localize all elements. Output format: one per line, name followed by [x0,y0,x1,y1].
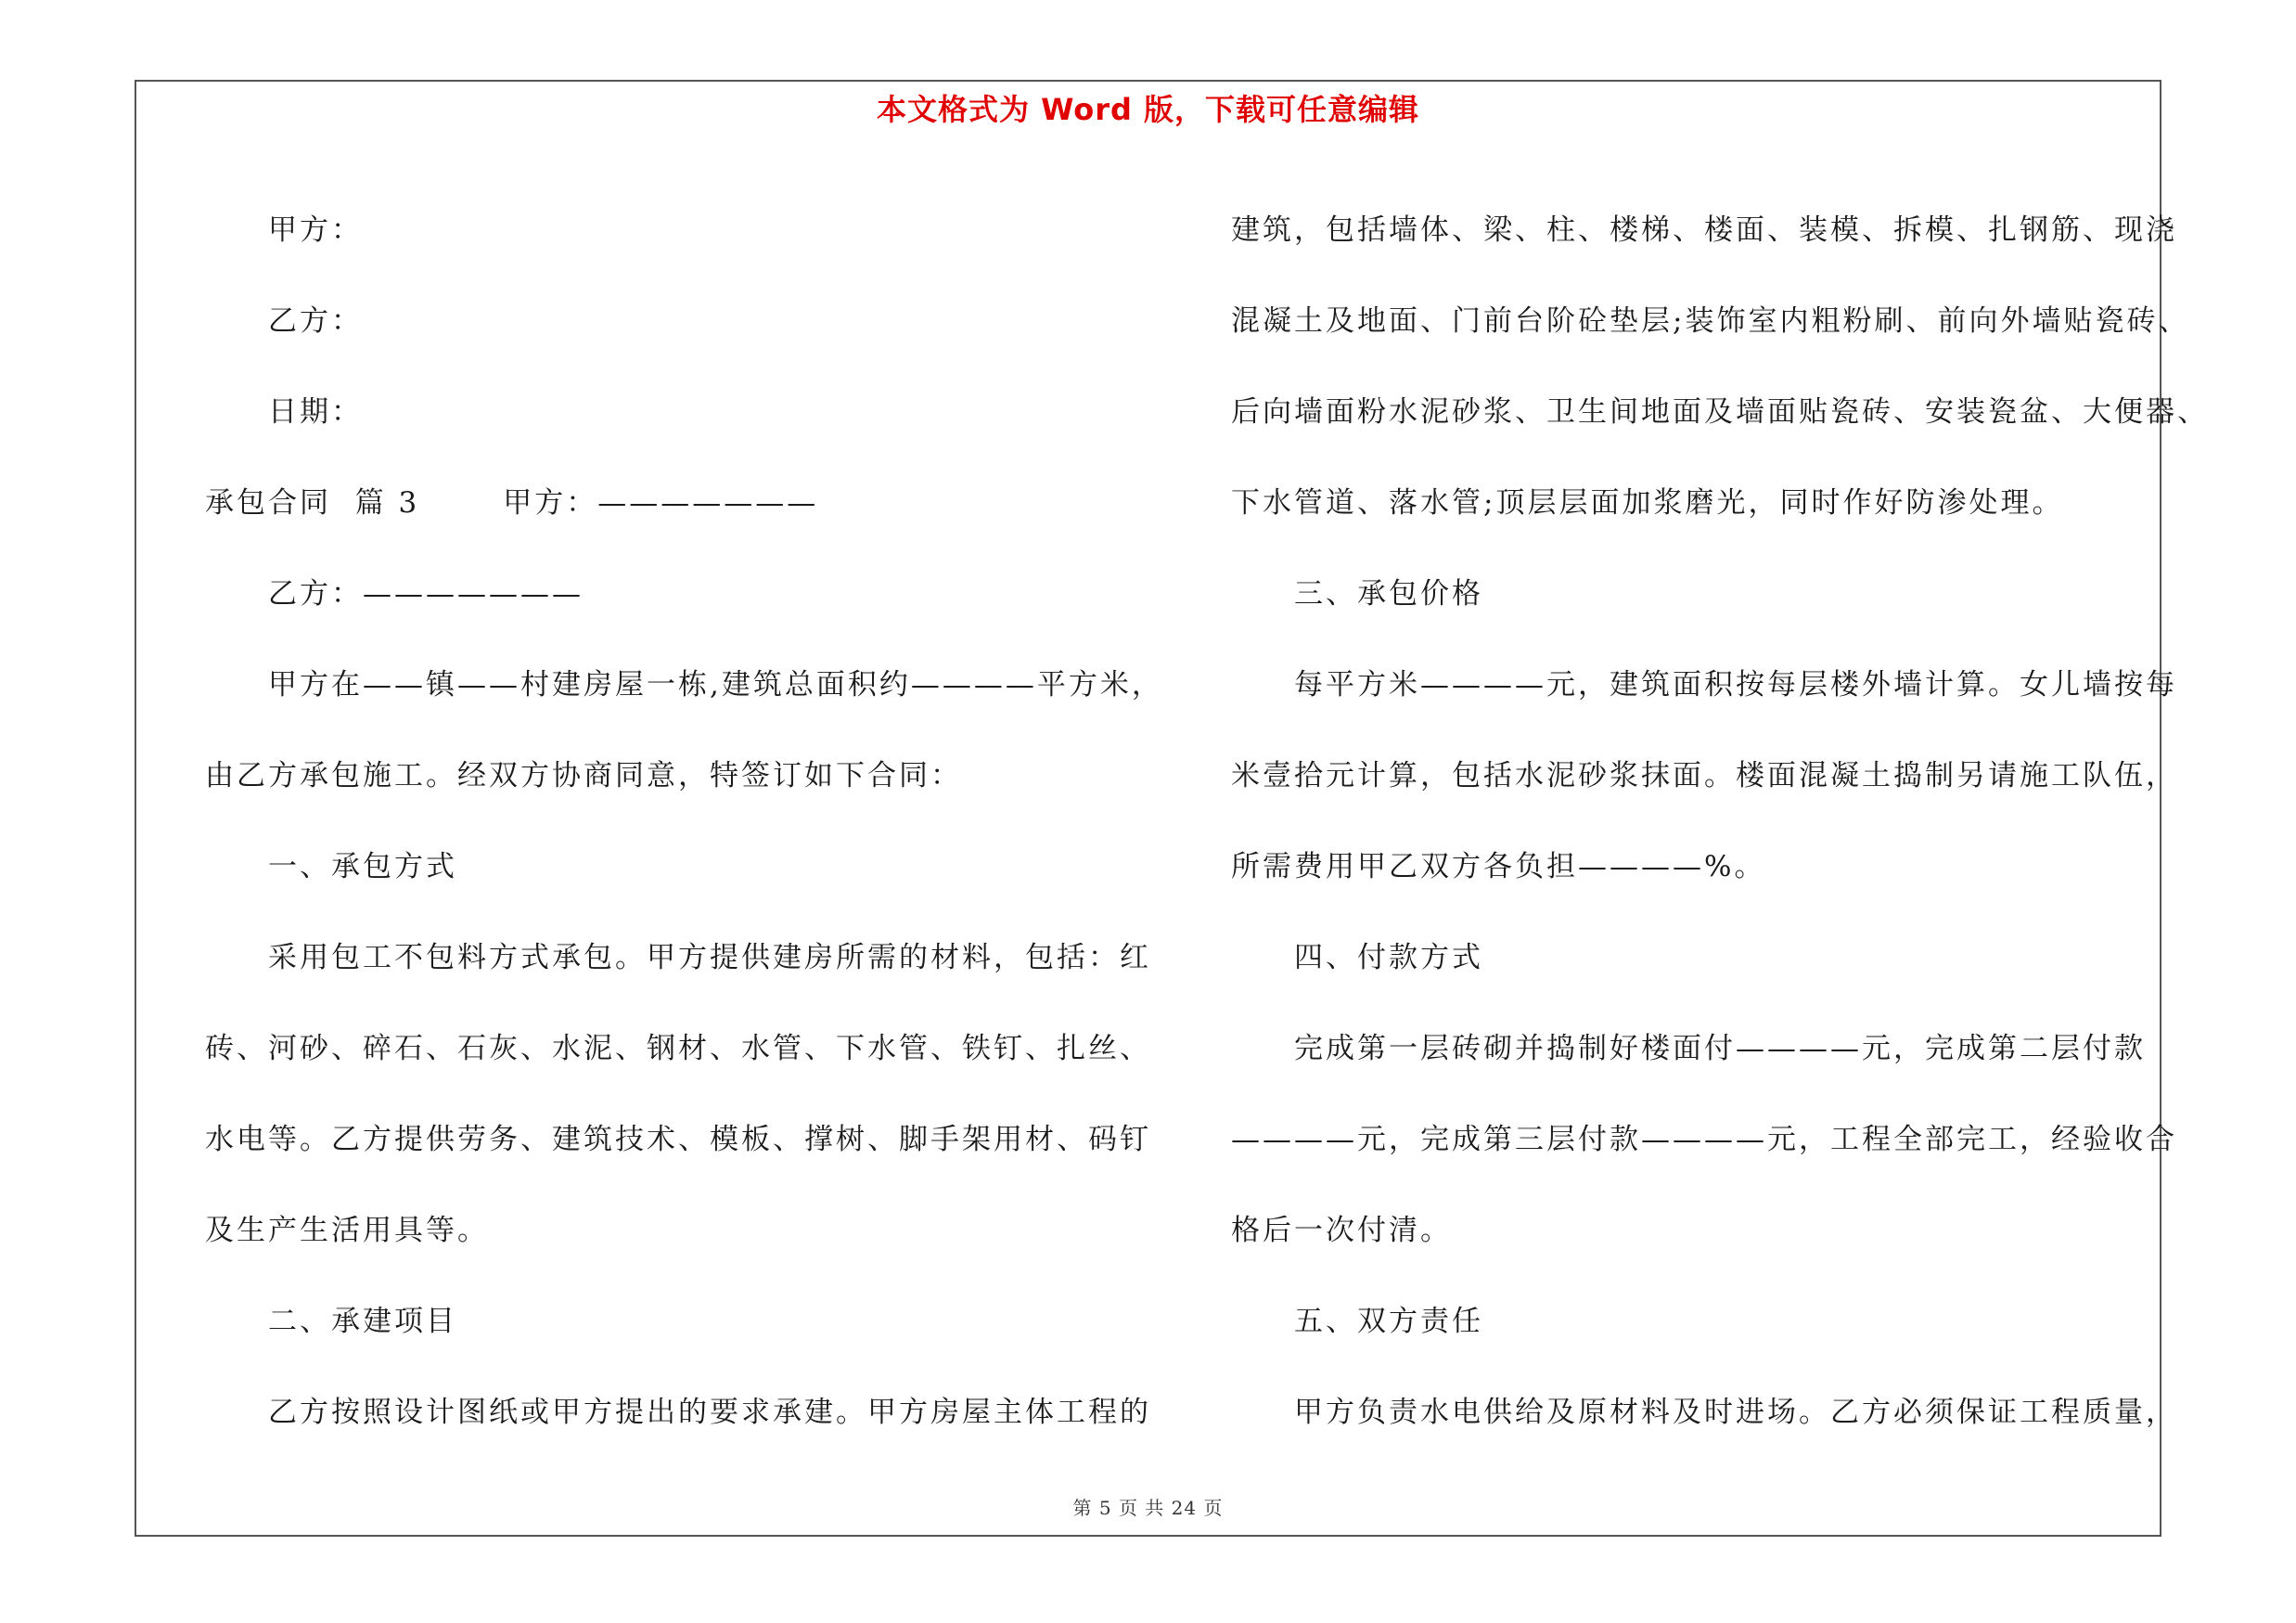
text-line: 每平方米————元，建筑面积按每层楼外墙计算。女儿墙按每 [1294,668,2177,702]
text-line: 乙方： [268,304,363,338]
page-number-footer: 第 5 页 共 24 页 [1072,1497,1224,1519]
text-line: ————元，完成第三层付款————元，工程全部完工，经验收合 [1231,1123,2177,1156]
text-line: 采用包工不包料方式承包。甲方提供建房所需的材料，包括：红 [268,941,1151,974]
text-line: 乙方按照设计图纸或甲方提出的要求承建。甲方房屋主体工程的 [268,1396,1151,1429]
text-line: 五、双方责任 [1294,1305,1483,1338]
text-line: 下水管道、落水管;顶层层面加浆磨光，同时作好防渗处理。 [1231,486,2064,520]
text-line: 三、承包价格 [1294,577,1483,611]
text-line: 格后一次付清。 [1231,1214,1452,1247]
left-column [205,185,1163,1458]
text-line: 及生产生活用具等。 [205,1214,489,1247]
text-line: 甲方负责水电供给及原材料及时进场。乙方必须保证工程质量， [1294,1396,2177,1429]
text-line: 后向墙面粉水泥砂浆、卫生间地面及墙面贴瓷砖、安装瓷盆、大便器、 [1231,395,2209,429]
text-line: 完成第一层砖砌并捣制好楼面付————元，完成第二层付款 [1294,1032,2146,1065]
right-column [1231,185,2209,1458]
text-line: 承包合同 篇 3 甲方：——————— [205,486,819,520]
text-line: 一、承包方式 [268,850,457,883]
word-format-banner: 本文格式为 Word 版，下载可任意编辑 [876,92,1420,127]
text-line: 甲方在——镇——村建房屋一栋,建筑总面积约————平方米， [268,668,1163,702]
text-line: 二、承建项目 [268,1305,457,1338]
text-line: 所需费用甲乙双方各负担————%。 [1231,850,1766,883]
text-line: 混凝土及地面、门前台阶砼垫层;装饰室内粗粉刷、前向外墙贴瓷砖、 [1231,304,2190,338]
text-line: 由乙方承包施工。经双方协商同意，特签订如下合同： [205,759,962,792]
text-line: 水电等。乙方提供劳务、建筑技术、模板、撑树、脚手架用材、码钉 [205,1123,1151,1156]
text-line: 砖、河砂、碎石、石灰、水泥、钢材、水管、下水管、铁钉、扎丝、 [205,1032,1151,1065]
text-line: 米壹拾元计算，包括水泥砂浆抹面。楼面混凝土捣制另请施工队伍， [1231,759,2177,792]
text-line: 日期： [268,395,363,429]
text-line: 甲方： [268,213,363,247]
text-line: 乙方：——————— [268,577,584,611]
text-line: 四、付款方式 [1294,941,1483,974]
text-line: 建筑，包括墙体、梁、柱、楼梯、楼面、装模、拆模、扎钢筋、现浇 [1231,213,2177,247]
